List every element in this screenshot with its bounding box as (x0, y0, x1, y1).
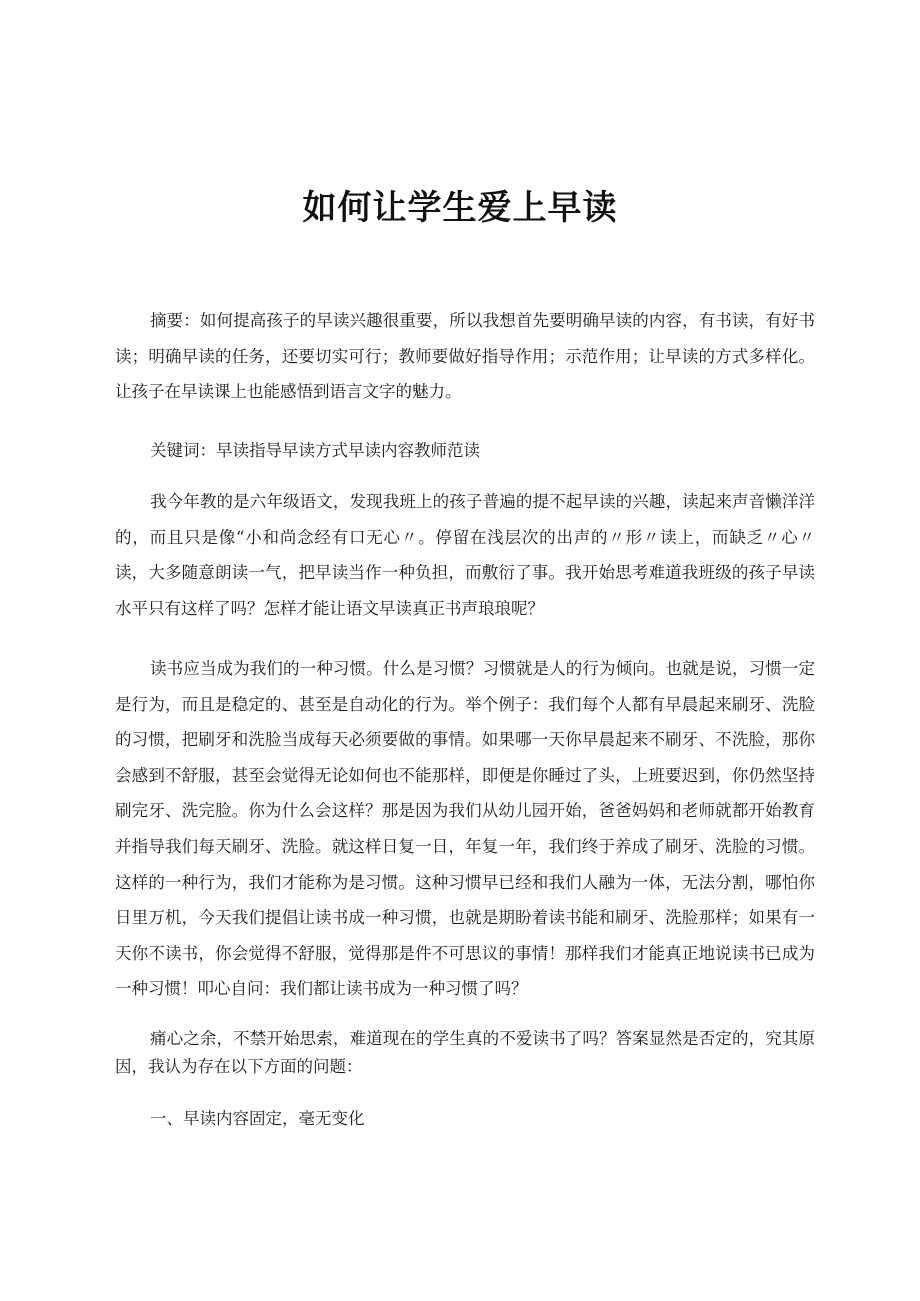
body-paragraph-reflection: 痛心之余，不禁开始思索，难道现在的学生真的不爱读书了吗？答案显然是否定的，究其原因，我认为存在以下方面的问题： (115, 1029, 815, 1076)
keywords-line: 关键词：早读指导早读方式早读内容教师范读 (150, 441, 480, 460)
body-paragraph-habit: 读书应当成为我们的一种习惯。什么是习惯？习惯就是人的行为倾向。也就是说，习惯一定是行为，而且是稳定的、甚至是自动化的行为。举个例子：我们每个人都有早晨起来刷牙、洗脸的习惯，把刷牙和洗脸当成每天必须要做的事情。如果哪一天你早晨起来不刷牙、不洗脸，那你会感到不舒服，甚至会觉得无论如何也不能那样，即便是你睡过了头，上班要迟到，你仍然坚持刷完牙、洗完脸。你为什么会这样？那是因为我们从幼儿园开始，爸爸妈妈和老师就都开始教育并指导我们每天刷牙、洗脸。就这样日复一日，年复一年，我们终于养成了刷牙、洗脸的习惯。这样的一种行为，我们才能称为是习惯。这种习惯早已经和我们人融为一体，无法分割，哪怕你日里万机，今天我们提倡让读书成一种习惯，也就是期盼着读书能和刷牙、洗脸那样；如果有一天你不读书，你会觉得不舒服，觉得那是件不可思议的事情！那样我们才能真正地说读书已成为一种习惯！叩心自问：我们都让读书成为一种习惯了吗？ (115, 659, 815, 999)
abstract-paragraph: 摘要：如何提高孩子的早读兴趣很重要，所以我想首先要明确早读的内容，有书读，有好书读；明确早读的任务，还要切实可行；教师要做好指导作用；示范作用；让早读的方式多样化。让孩子在早读课上也能感悟到语言文字的魅力。 (115, 311, 815, 402)
document-title: 如何让学生爱上早读 (302, 187, 618, 228)
body-paragraph-intro: 我今年教的是六年级语文，发现我班上的孩子普遍的提不起早读的兴趣，读起来声音懒洋洋的，而且只是像“小和尚念经有口无心〃。停留在浅层次的出声的〃形〃读上，而缺乏〃心〃读，大多随意朗读一气，把早读当作一种负担，而敷衍了事。我开始思考难道我班级的孩子早读水平只有这样了吗？怎样才能让语文早读真正书声琅琅呢？ (115, 492, 815, 618)
section-heading: 一、早读内容固定，毫无变化 (150, 1109, 365, 1128)
